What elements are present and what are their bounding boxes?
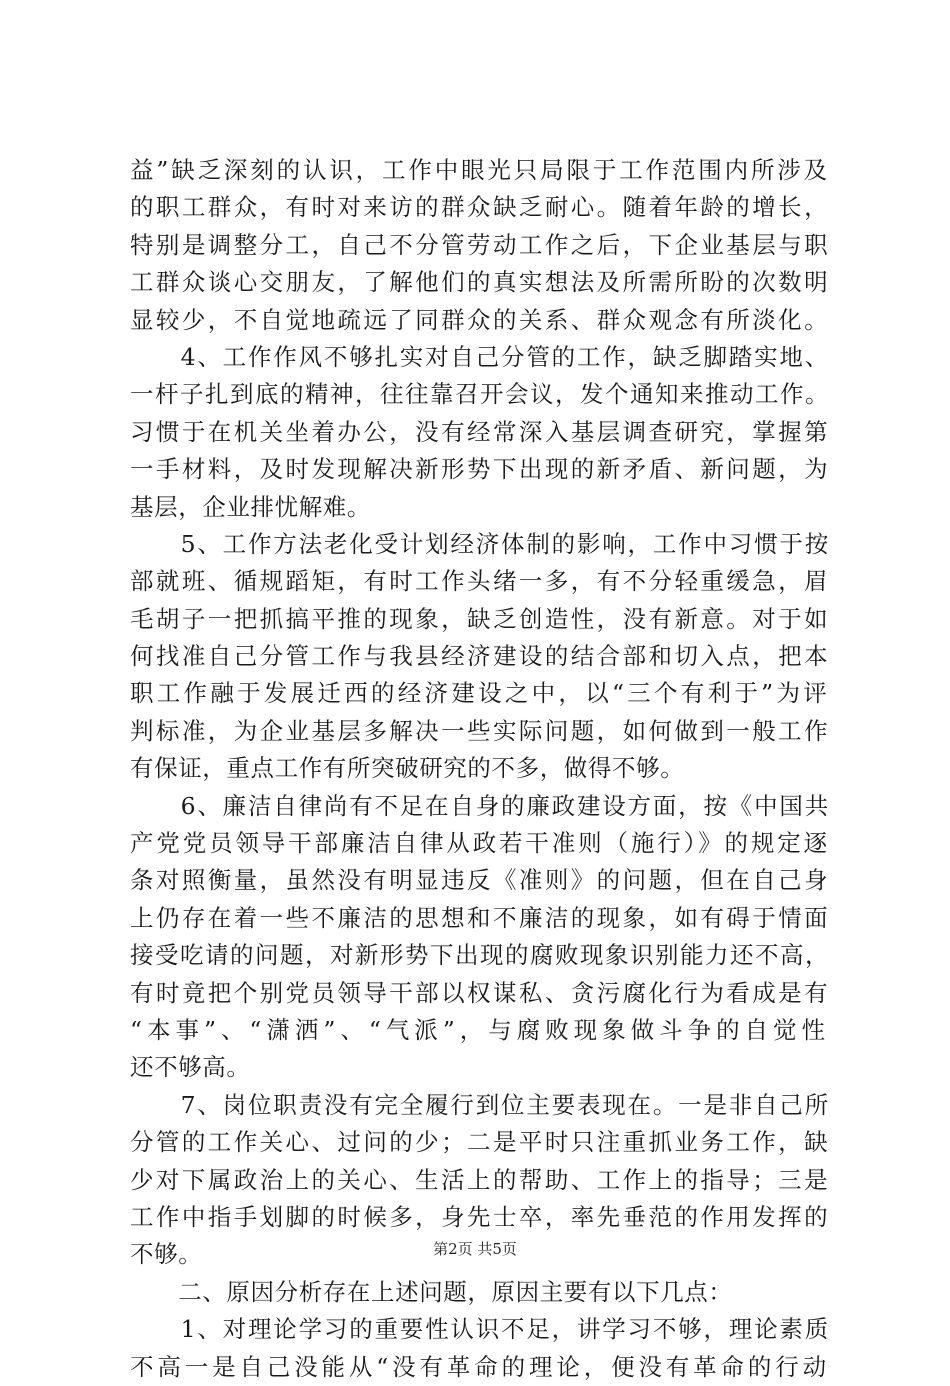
text-line: 少对下属政治上的关心、生活上的帮助、工作上的指导；三是 <box>130 1165 830 1194</box>
text-line: 上仍存在着一些不廉洁的思想和不廉洁的现象，如有碍于情面 <box>130 903 830 932</box>
text-line: 1、对理论学习的重要性认识不足，讲学习不够，理论素质 <box>130 1315 830 1344</box>
document-body <box>130 152 830 1386</box>
text-line: 还不够高。 <box>130 1053 251 1082</box>
text-line: 分管的工作关心、过问的少；二是平时只注重抓业务工作，缺 <box>130 1128 830 1157</box>
text-line: 基层，企业排忧解难。 <box>130 492 371 521</box>
text-line: 不够。 <box>130 1240 203 1269</box>
text-line: 不高一是自己没能从“没有革命的理论，便没有革命的行动 <box>130 1352 830 1381</box>
text-line: 显较少，不自觉地疏远了同群众的关系、群众观念有所淡化。 <box>130 305 830 334</box>
text-line: 产党党员领导干部廉洁自律从政若干准则（施行）》的规定逐 <box>130 829 830 858</box>
text-line: 条对照衡量，虽然没有明显违反《准则》的问题，但在自己身 <box>130 866 830 895</box>
text-line: 何找准自己分管工作与我县经济建设的结合部和切入点，把本 <box>130 642 830 671</box>
text-line: 一杆子扎到底的精神，往往靠召开会议，发个通知来推动工作。 <box>130 380 830 409</box>
text-line: “本事”、“潇洒”、“气派”，与腐败现象做斗争的自觉性 <box>130 1015 830 1044</box>
text-line: 4、工作作风不够扎实对自己分管的工作，缺乏脚踏实地、 <box>130 342 830 371</box>
text-line: 6、廉洁自律尚有不足在自身的廉政建设方面，按《中国共 <box>130 791 830 820</box>
text-line: 工作中指手划脚的时候多，身先士卒，率先垂范的作用发挥的 <box>130 1202 830 1231</box>
text-line: 有保证，重点工作有所突破研究的不多，做得不够。 <box>130 754 685 783</box>
text-line: 职工作融于发展迁西的经济建设之中，以“三个有利于”为评 <box>130 679 830 708</box>
text-line: 二、原因分析存在上述问题，原因主要有以下几点： <box>130 1277 733 1306</box>
text-line: 特别是调整分工，自己不分管劳动工作之后，下企业基层与职 <box>130 230 830 259</box>
text-line: 益”缺乏深刻的认识，工作中眼光只局限于工作范围内所涉及 <box>130 156 830 184</box>
text-line: 毛胡子一把抓搞平推的现象，缺乏创造性，没有新意。对于如 <box>130 604 830 633</box>
text-line: 7、岗位职责没有完全履行到位主要表现在。一是非自己所 <box>130 1090 830 1119</box>
text-line: 一手材料，及时发现解决新形势下出现的新矛盾、新问题，为 <box>130 455 830 484</box>
text-line: 有时竟把个别党员领导干部以权谋私、贪污腐化行为看成是有 <box>130 978 830 1007</box>
text-line: 判标准，为企业基层多解决一些实际问题，如何做到一般工作 <box>130 716 830 745</box>
page-footer: 第2页 共5页 <box>433 1240 517 1258</box>
text-line: 的职工群众，有时对来访的群众缺乏耐心。随着年龄的增长， <box>130 193 830 222</box>
text-line: 习惯于在机关坐着办公，没有经常深入基层调查研究，掌握第 <box>130 417 830 446</box>
text-line: 5、工作方法老化受计划经济体制的影响，工作中习惯于按 <box>130 529 830 558</box>
text-line: 工群众谈心交朋友，了解他们的真实想法及所需所盼的次数明 <box>130 268 830 297</box>
text-line: 接受吃请的问题，对新形势下出现的腐败现象识别能力还不高， <box>130 941 830 970</box>
text-line: 部就班、循规蹈矩，有时工作头绪一多，有不分轻重缓急，眉 <box>130 567 830 596</box>
